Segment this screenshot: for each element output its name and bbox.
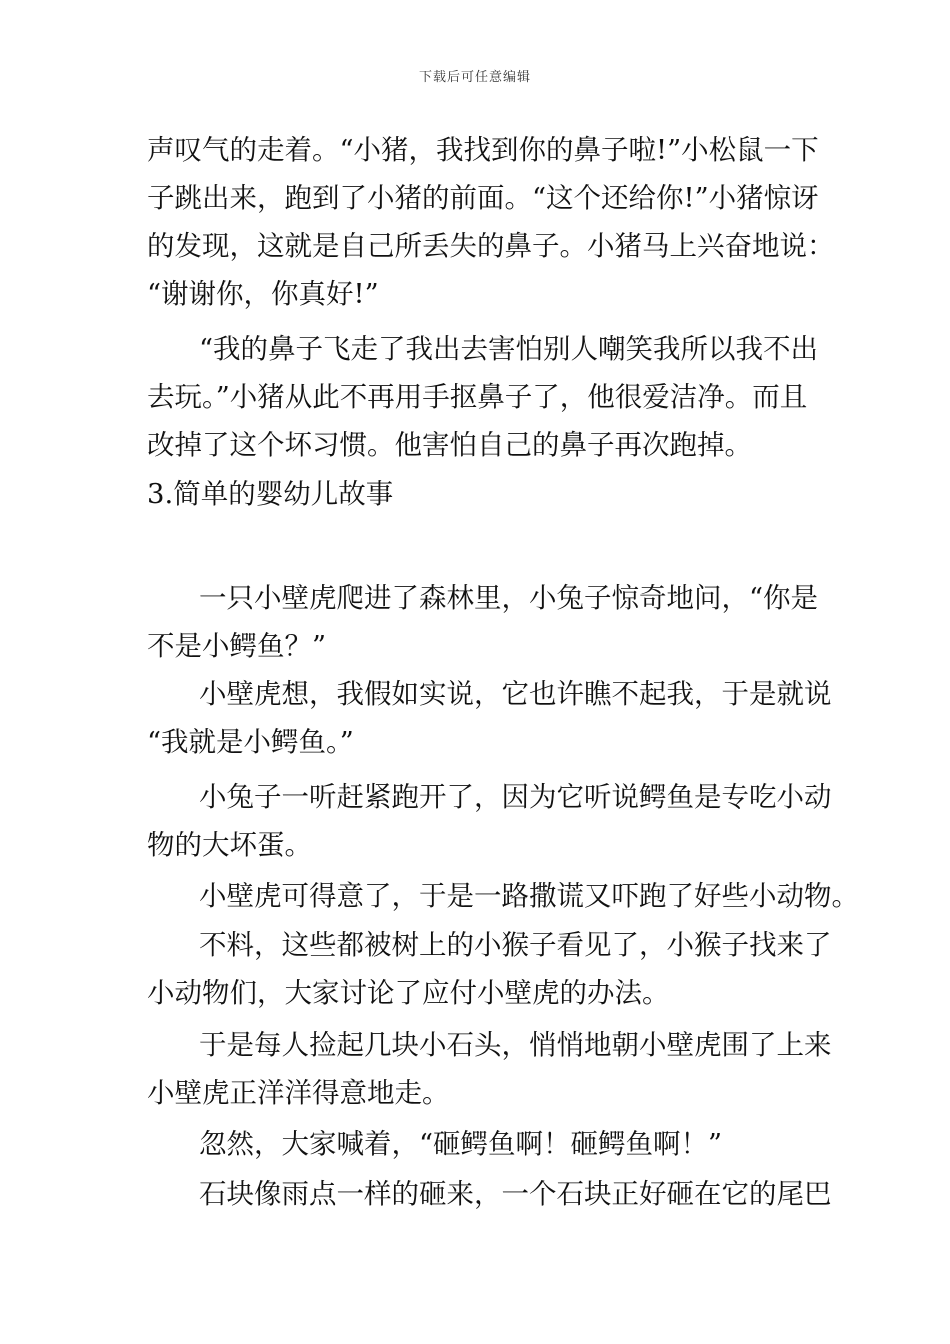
page-header: 下载后可任意编辑 [418, 70, 531, 85]
text-line: “谢谢你，你真好!” [147, 278, 379, 310]
text-line: 小兔子一听赶紧跑开了，因为它听说鳄鱼是专吃小动 [199, 781, 832, 813]
text-line: 的发现，这就是自己所丢失的鼻子。小猪马上兴奋地说： [147, 230, 835, 262]
text-line: 忽然，大家喊着，“砸鳄鱼啊！砸鳄鱼啊！” [199, 1128, 723, 1160]
text-line: 于是每人捡起几块小石头，悄悄地朝小壁虎围了上来 [199, 1029, 832, 1061]
text-line: 不料，这些都被树上的小猴子看见了，小猴子找来了 [199, 929, 832, 961]
text-line: 石块像雨点一样的砸来，一个石块正好砸在它的尾巴 [199, 1178, 832, 1210]
text-line: 小壁虎可得意了，于是一路撒谎又吓跑了好些小动物。 [199, 880, 859, 912]
text-line: 物的大坏蛋。 [147, 829, 312, 861]
text-line: 小动物们，大家讨论了应付小壁虎的办法。 [147, 977, 670, 1009]
section-title: 3.简单的婴幼儿故事 [147, 478, 394, 510]
text-line: 去玩。”小猪从此不再用手抠鼻子了，他很爱洁净。而且 [147, 381, 808, 413]
text-line: 小壁虎正洋洋得意地走。 [147, 1077, 450, 1109]
text-line: 改掉了这个坏习惯。他害怕自己的鼻子再次跑掉。 [147, 429, 752, 461]
text-line: “我就是小鳄鱼。” [147, 726, 354, 758]
text-line: 一只小壁虎爬进了森林里，小兔子惊奇地问，“你是 [199, 582, 819, 614]
text-line: 子跳出来，跑到了小猪的前面。“这个还给你!”小猪惊讶 [147, 182, 819, 214]
text-line: 声叹气的走着。“小猪，我找到你的鼻子啦!”小松鼠一下 [147, 134, 819, 166]
text-line: “我的鼻子飞走了我出去害怕别人嘲笑我所以我不出 [199, 333, 819, 365]
text-line: 不是小鳄鱼？” [147, 630, 327, 662]
text-line: 小壁虎想，我假如实说，它也许瞧不起我，于是就说 [199, 678, 832, 710]
